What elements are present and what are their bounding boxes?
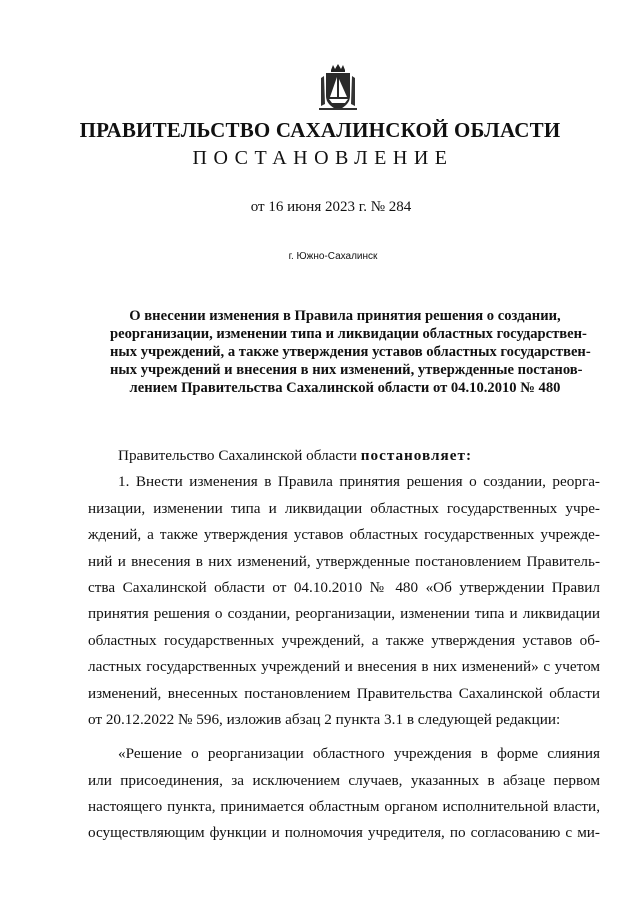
quote-line: настоящего пункта, принимается областным органом исполнительной власти,	[88, 798, 600, 816]
subject-line: ных учреждений и внесения в них изменений, утвержденные постанов-	[110, 362, 583, 378]
point1-line: ний и внесения в них изменений, утвержденные постановлением Правитель-	[88, 552, 600, 570]
point1-line: принятия решения о создании, реорганизации, изменении типа и ликвидации	[88, 605, 600, 623]
subject-line: лением Правительства Сахалинской области от 04.10.2010 № 480	[129, 380, 561, 396]
quote-line: или присоединения, за исключением случаев, указанных в абзаце первом	[88, 771, 600, 789]
point1-line: областных государственных учреждений, а также утверждения уставов об-	[88, 631, 600, 649]
subject-line: ных учреждений, а также утверждения уставов областных государствен-	[110, 344, 591, 360]
point1-line: ждений, а также утверждения уставов областных государственных учрежде-	[88, 526, 600, 544]
point1-line: от 20.12.2022 № 596, изложив абзац 2 пункта 3.1 в следующей редакции:	[88, 710, 561, 728]
document-date-number: от 16 июня 2023 г. № 284	[250, 199, 412, 215]
intro-paragraph	[88, 443, 600, 469]
sakhalin-coat-of-arms-icon	[318, 64, 358, 112]
intro-keyword: постановляет:	[360, 447, 473, 464]
point1-line: низации, изменении типа и ликвидации областных государственных учре-	[88, 499, 600, 517]
document-place: г. Южно-Сахалинск	[288, 251, 378, 262]
point1-line: 1. Внести изменения в Правила принятия решения о создании, реорга-	[118, 473, 600, 491]
government-title: ПРАВИТЕЛЬСТВО САХАЛИНСКОЙ ОБЛАСТИ	[79, 118, 561, 142]
subject-line: О внесении изменения в Правила принятия решения о создании,	[129, 308, 561, 324]
document-body	[88, 443, 600, 847]
intro-text: Правительство Сахалинской области	[118, 447, 361, 464]
point1-line: ства Сахалинской области от 04.10.2010 № 480 «Об утверждении Правил	[88, 578, 600, 596]
subject-line: реорганизации, изменении типа и ликвидации областных государствен-	[110, 326, 587, 342]
document-type: ПОСТАНОВЛЕНИЕ	[192, 147, 454, 169]
quote-line: «Решение о реорганизации областного учреждения в форме слияния	[118, 745, 600, 763]
quote-line: осуществляющим функции и полномочия учредителя, по согласованию с ми-	[88, 824, 600, 842]
point1-line: ластных государственных учреждений и внесения в них изменений» с учетом	[88, 658, 600, 676]
point1-line: изменений, внесенных постановлением Правительства Сахалинской области	[88, 684, 600, 702]
document-subject	[110, 307, 591, 397]
